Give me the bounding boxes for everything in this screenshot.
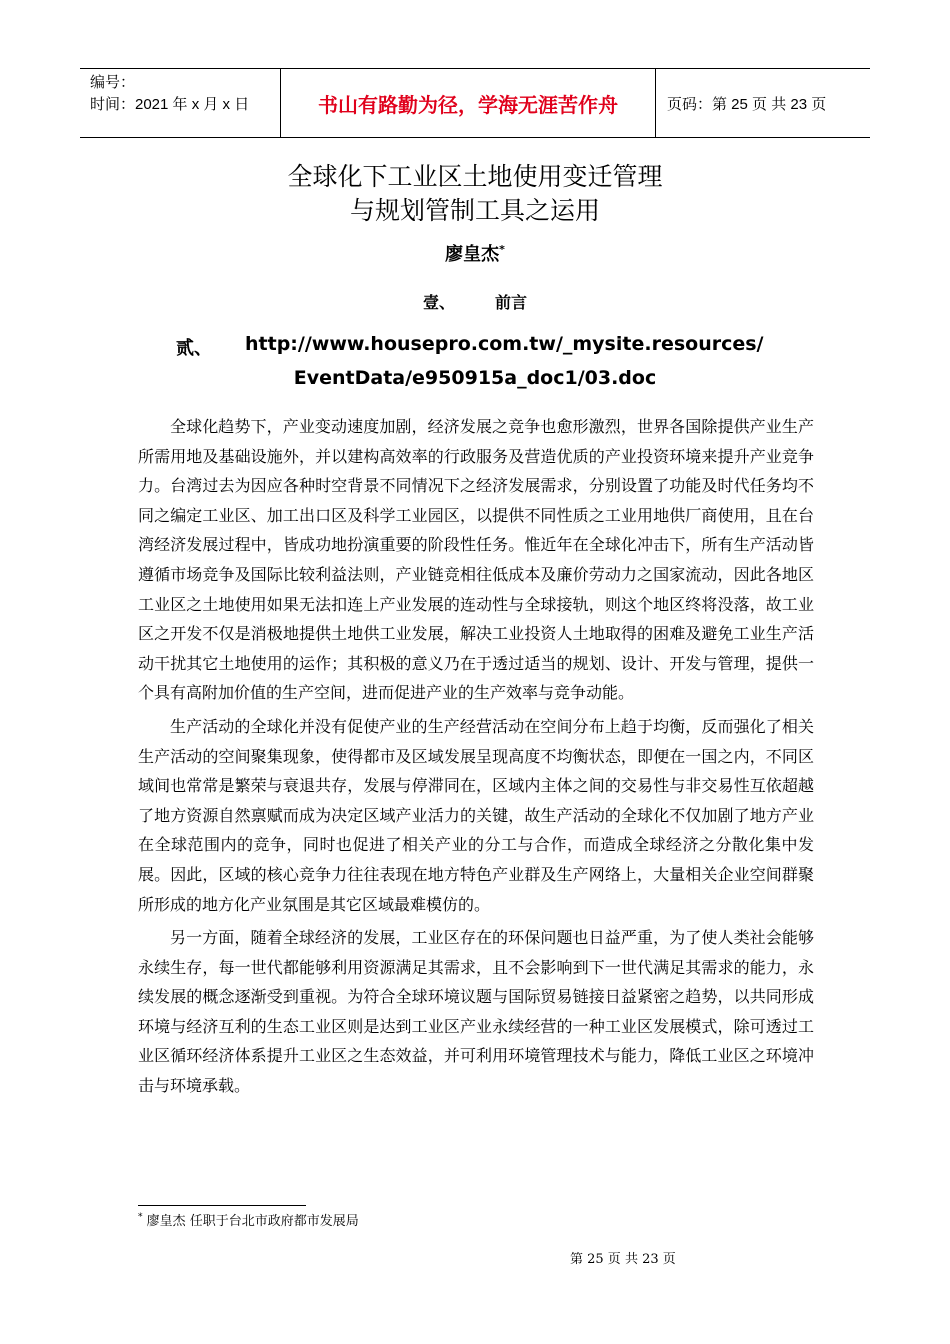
body-text (138, 412, 814, 1105)
author-name: 廖皇杰 (445, 244, 500, 265)
footnote-mark: * (138, 1212, 143, 1223)
section-heading-1 (0, 290, 950, 313)
author (0, 240, 950, 266)
footnote (138, 1210, 359, 1229)
header-left-cell (80, 69, 281, 137)
page-footer: 第 25 页 共 23 页 (570, 1252, 676, 1267)
footnote-divider (138, 1205, 306, 1206)
header-page-info: 页码：第 25 页 共 23 页 (667, 95, 827, 113)
document-date: 时间：2021 年 x 月 x 日 (90, 96, 250, 113)
section-2-url-line1: http://www.housepro.com.tw/_mysite.resources/ (245, 333, 764, 355)
author-footnote-mark: * (499, 243, 505, 256)
document-header (80, 68, 870, 138)
document-number-label: 编号： (90, 74, 136, 91)
document-title-line1: 全球化下工业区土地使用变迁管理 (287, 162, 663, 191)
section-2-url-line2: EventData/e950915a_doc1/03.doc (293, 367, 657, 389)
header-motto: 书山有路勤为径，学海无涯苦作舟 (281, 69, 656, 137)
document-title-line2: 与规划管制工具之运用 (349, 196, 600, 225)
footnote-text: 廖皇杰 任职于台北市政府都市发展局 (142, 1214, 359, 1229)
section-1-title: 前言 (495, 293, 528, 312)
paragraph-2: 生产活动的全球化并没有促使产业的生产经营活动在空间分布上趋于均衡，反而强化了相关生产活动的空间聚集现象，使得都市及区域发展呈现高度不均衡状态，即便在一国之内，不同区域间也常常是繁荣与衰退共存，发展与停滞同在，区域内主体之间的交易性与非交易性互依超越了地方资源自然禀赋而成为决定区域产业活力的关键，故生产活动的全球化不仅加剧了地方产业在全球范围内的竞争，同时也促进了相关产业的分工与合作，而造成全球经济之分散化集中发展。因此，区域的核心竞争力往往表现在地方特色产业群及生产网络上，大量相关企业空间群聚所形成的地方化产业氛围是其它区域最难模仿的。 (138, 716, 814, 914)
paragraph-1: 全球化趋势下，产业变动速度加剧，经济发展之竞争也愈形激烈，世界各国除提供产业生产所需用地及基础设施外，并以建构高效率的行政服务及营造优质的产业投资环境来提升产业竞争力。台湾过去为因应各种时空背景不同情况下之经济发展需求，分别设置了功能及时代任务均不同之编定工业区、加工出口区及科学工业园区，以提供不同性质之工业用地供厂商使用，且在台湾经济发展过程中，皆成功地扮演重要的阶段性任务。惟近年在全球化冲击下，所有生产活动皆遵循市场竞争及国际比较利益法则，产业链竞相往低成本及廉价劳动力之国家流动，因此各地区工业区之土地使用如果无法扣连上产业发展的连动性与全球接轨，则这个地区终将没落，故工业区之开发不仅是消极地提供土地供工业发展，解决工业投资人土地取得的困难及避免工业生产活动干扰其它土地使用的运作；其积极的意义乃在于透过适当的规划、设计、开发与管理，提供一个具有高附加价值的生产空间，进而促进产业的生产效率与竞争动能。 (138, 417, 814, 703)
section-1-number: 壹、 (422, 293, 455, 312)
paragraph-3: 另一方面，随着全球经济的发展，工业区存在的环保问题也日益严重，为了使人类社会能够永续生存，每一世代都能够利用资源满足其需求，且不会影响到下一世代满足其需求的能力，永续发展的概念逐渐受到重视。为符合全球环境议题与国际贸易链接日益紧密之趋势，以共同形成环境与经济互利的生态工业区则是达到工业区产业永续经营的一种工业区发展模式，除可透过工业区循环经济体系提升工业区之生态效益，并可利用环境管理技术与能力，降低工业区之环境冲击与环境承载。 (138, 928, 814, 1096)
section-2-number: 贰、 (176, 338, 212, 359)
